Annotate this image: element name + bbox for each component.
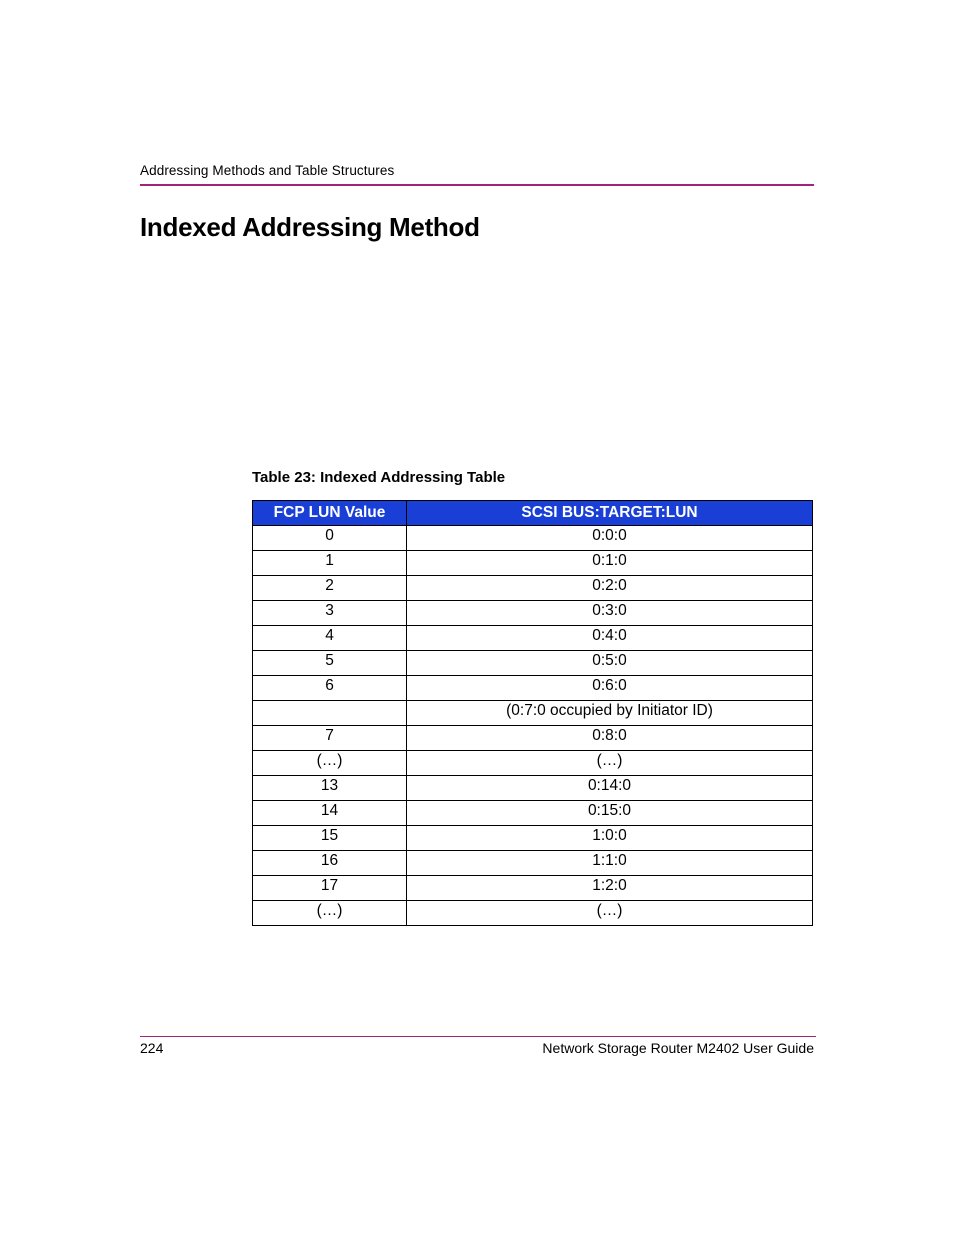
table-row (253, 701, 813, 726)
fcp-lun-cell: 17 (253, 876, 407, 901)
scsi-address-cell: 0:8:0 (407, 726, 813, 751)
table-row (253, 651, 813, 676)
fcp-lun-cell: 3 (253, 601, 407, 626)
fcp-lun-cell: 13 (253, 776, 407, 801)
table-row (253, 576, 813, 601)
table-header-row (253, 501, 813, 526)
table-row (253, 776, 813, 801)
fcp-lun-cell: (…) (253, 751, 407, 776)
table-caption: Table 23: Indexed Addressing Table (252, 469, 506, 486)
table-row (253, 826, 813, 851)
scsi-address-cell: 0:5:0 (407, 651, 813, 676)
page-title: Indexed Addressing Method (140, 212, 480, 242)
table-row (253, 676, 813, 701)
scsi-address-cell: 0:15:0 (407, 801, 813, 826)
scsi-address-cell: 0:2:0 (407, 576, 813, 601)
fcp-lun-cell: 0 (253, 526, 407, 551)
column-header-fcp-lun: FCP LUN Value (253, 501, 407, 526)
table-row (253, 801, 813, 826)
footer-rule (140, 1036, 816, 1037)
scsi-address-cell: 1:2:0 (407, 876, 813, 901)
scsi-address-cell: (0:7:0 occupied by Initiator ID) (407, 701, 813, 726)
header-rule (140, 184, 814, 186)
table-row (253, 726, 813, 751)
scsi-address-cell: (…) (407, 751, 813, 776)
fcp-lun-cell: 1 (253, 551, 407, 576)
fcp-lun-cell: 16 (253, 851, 407, 876)
table-row (253, 751, 813, 776)
page-number: 224 (140, 1040, 164, 1056)
scsi-address-cell: 1:1:0 (407, 851, 813, 876)
scsi-address-cell: 0:0:0 (407, 526, 813, 551)
fcp-lun-cell: 4 (253, 626, 407, 651)
scsi-address-cell: 1:0:0 (407, 826, 813, 851)
fcp-lun-cell: 7 (253, 726, 407, 751)
indexed-addressing-table (252, 500, 813, 926)
scsi-address-cell: 0:3:0 (407, 601, 813, 626)
running-header: Addressing Methods and Table Structures (140, 163, 395, 178)
document-title: Network Storage Router M2402 User Guide (542, 1040, 814, 1056)
table-row (253, 551, 813, 576)
fcp-lun-cell (253, 701, 407, 726)
table-row (253, 876, 813, 901)
table-row (253, 851, 813, 876)
fcp-lun-cell: (…) (253, 901, 407, 926)
table-row (253, 526, 813, 551)
fcp-lun-cell: 5 (253, 651, 407, 676)
scsi-address-cell: 0:14:0 (407, 776, 813, 801)
fcp-lun-cell: 14 (253, 801, 407, 826)
fcp-lun-cell: 6 (253, 676, 407, 701)
scsi-address-cell: (…) (407, 901, 813, 926)
scsi-address-cell: 0:6:0 (407, 676, 813, 701)
column-header-scsi-address: SCSI BUS:TARGET:LUN (407, 501, 813, 526)
fcp-lun-cell: 15 (253, 826, 407, 851)
table-row (253, 601, 813, 626)
scsi-address-cell: 0:4:0 (407, 626, 813, 651)
scsi-address-cell: 0:1:0 (407, 551, 813, 576)
table-row (253, 901, 813, 926)
fcp-lun-cell: 2 (253, 576, 407, 601)
table-row (253, 626, 813, 651)
